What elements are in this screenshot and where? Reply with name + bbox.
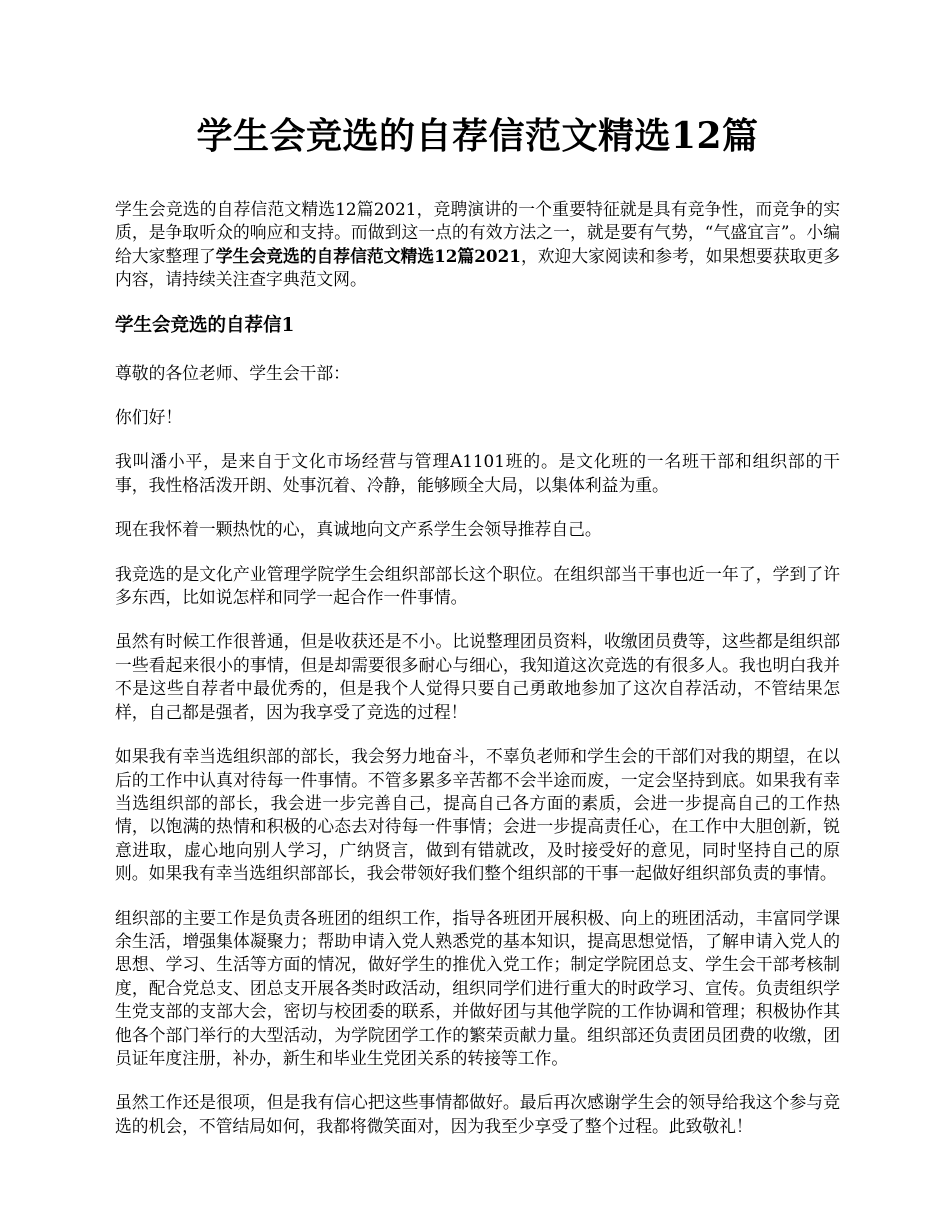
section-heading: 学生会竞选的自荐信1 (115, 314, 295, 336)
document-page (115, 110, 840, 1159)
salutation: 尊敬的各位老师、学生会干部： (115, 362, 350, 383)
body-paragraph-experience: 虽然有时候工作很普通，但是收获还是不小。比说整理团员资料，收缴团员费等，这些都是组织部一些看起来很小的事情，但是却需要很多耐心与细心，我知道这次竞选的有很多人。我也明白我并不是这些自荐者中最优秀的，但是我个人觉得只要自己勇敢地参加了这次自荐活动，不管结果怎样，自己都是强者，因为我享受了竞选的过程！ (115, 631, 840, 722)
intro-text-start: 学生会竞选的自荐信范文精选12篇2021，竞聘演讲的一个重要特征就是具有竞争性，而竞争的实质，是争取听众的响应和支持。而做到这一点的有效方法之一，就是要有气势，“气盛宜言”。小编给大家整理了 (115, 199, 840, 266)
body-paragraph-duties: 组织部的主要工作是负责各班团的组织工作，指导各班团开展积极、向上的班团活动，丰富同学课余生活，增强集体凝聚力；帮助申请入党人熟悉党的基本知识，提高思想觉悟，了解申请入党人的思想、学习、生活等方面的情况，做好学生的推优入党工作；制定学院团总支、学生会干部考核制度，配合党总支、团总支开展各类时政活动，组织同学们进行重大的时政学习、宣传。负责组织学生党支部的支部大会，密切与校团委的联系，并做好团与其他学院的工作协调和管理；积极协作其他各个部门举行的大型活动，为学院团学工作的繁荣贡献力量。组织部还负责团员团费的收缴，团员证年度注册，补办，新生和毕业生党团关系的转接等工作。 (115, 907, 840, 1068)
body-paragraph-recommend: 现在我怀着一颗热忱的心，真诚地向文产系学生会领导推荐自己。 (115, 519, 602, 540)
body-paragraph-intro: 我叫潘小平，是来自于文化市场经营与管理A1101班的。是文化班的一名班干部和组织部的干事，我性格活泼开朗、处事沉着、冷静，能够顾全大局，以集体利益为重。 (115, 451, 840, 495)
intro-text-end: ，欢迎大家阅读和参考，如果想要获取更多内容，请持续关注查字典范文网。 (115, 245, 840, 290)
intro-paragraph (115, 198, 840, 292)
body-paragraph-position: 我竞选的是文化产业管理学院学生会组织部部长这个职位。在组织部当干事也近一年了，学到了许多东西，比如说怎样和同学一起合作一件事情。 (115, 563, 840, 608)
body-paragraph-plan: 如果我有幸当选组织部的部长，我会努力地奋斗，不辜负老师和学生会的干部们对我的期望，在以后的工作中认真对待每一件事情。不管多累多辛苦都不会半途而废，一定会坚持到底。如果我有幸当选组织部的部长，我会进一步完善自己，提高自己各方面的素质，会进一步提高自己的工作热情，以饱满的热情和积极的心态去对待每一件事情；会进一步提高责任心，在工作中大胆创新，锐意进取，虚心地向别人学习，广纳贤言，做到有错就改，及时接受好的意见，同时坚持自己的原则。如果我有幸当选组织部部长，我会带领好我们整个组织部的干事一起做好组织部负责的事情。 (115, 746, 840, 884)
greeting: 你们好！ (115, 407, 183, 428)
intro-bold-text: 学生会竞选的自荐信范文精选12篇2021 (215, 245, 521, 266)
body-paragraph-closing: 虽然工作还是很项，但是我有信心把这些事情都做好。最后再次感谢学生会的领导给我这个参与竞选的机会，不管结局如何，我都将微笑面对，因为我至少享受了整个过程。此致敬礼！ (115, 1092, 840, 1136)
document-title: 学生会竞选的自荐信范文精选12篇 (196, 115, 759, 157)
